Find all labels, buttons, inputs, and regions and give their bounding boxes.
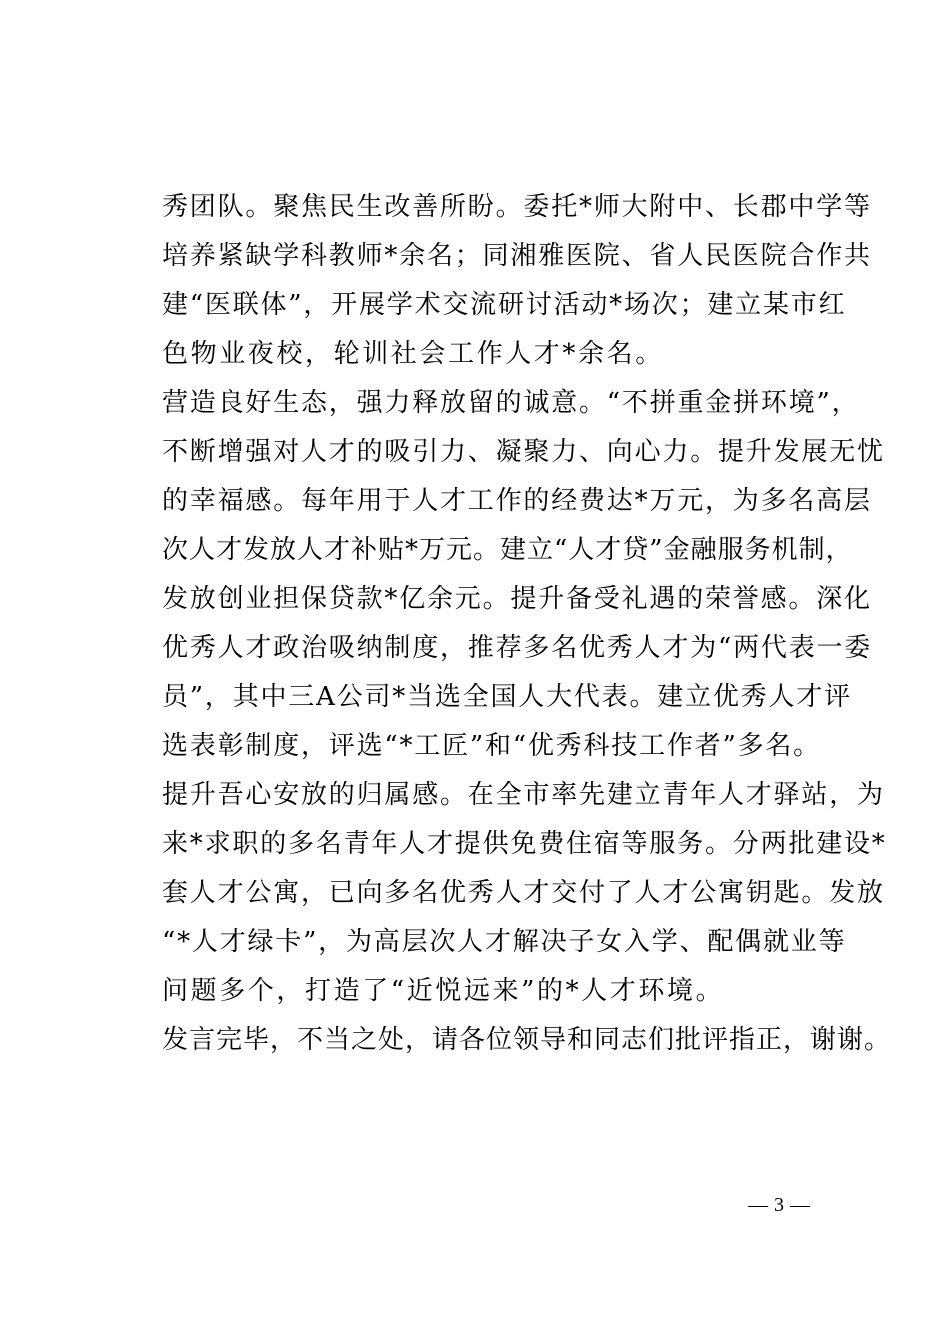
text-line: 秀团队。聚焦民生改善所盼。委托*师大附中、长郡中学等 [162,192,872,222]
text-line: 选表彰制度，评选“*工匠”和“优秀科技工作者”多名。 [162,731,821,761]
text-line: 色物业夜校，轮训社会工作人才*余名。 [162,339,664,369]
text-line: 不断增强对人才的吸引力、凝聚力、向心力。提升发展无忧 [162,437,885,467]
text-line: 发放创业担保贷款*亿余元。提升备受礼遇的荣誉感。深化 [162,584,872,614]
page-number: — 3 — [748,1194,811,1216]
document-body [162,183,892,1065]
text-line: 优秀人才政治吸纳制度，推荐多名优秀人才为“两代表一委 [162,633,873,663]
text-line: 员”，其中三A公司*当选全国人大代表。建立优秀人才评 [162,682,852,712]
text-line: “*人才绿卡”，为高层次人才解决子女入学、配偶就业等 [162,927,847,957]
text-line: 培养紧缺学科教师*余名；同湘雅医院、省人民医院合作共 [162,241,872,271]
text-line: 套人才公寓，已向多名优秀人才交付了人才公寓钥匙。发放 [162,878,885,908]
text-line: 来*求职的多名青年人才提供免费住宿等服务。分两批建设* [162,829,887,859]
text-line: 建“医联体”，开展学术交流研讨活动*场次；建立某市红 [162,290,847,320]
text-line: 问题多个，打造了“近悦远来”的*人才环境。 [162,976,725,1006]
text-line: 营造良好生态，强力释放留的诚意。“不拼重金拼环境”， [162,388,860,418]
text-line: 次人才发放人才补贴*万元。建立“人才贷”金融服务机制， [162,535,853,565]
text-line: 发言完毕，不当之处，请各位领导和同志们批评指正，谢谢。 [162,1025,892,1055]
text-line: 提升吾心安放的归属感。在全市率先建立青年人才驿站，为 [162,780,885,810]
text-line: 的幸福感。每年用于人才工作的经费达*万元，为多名高层 [162,486,872,516]
